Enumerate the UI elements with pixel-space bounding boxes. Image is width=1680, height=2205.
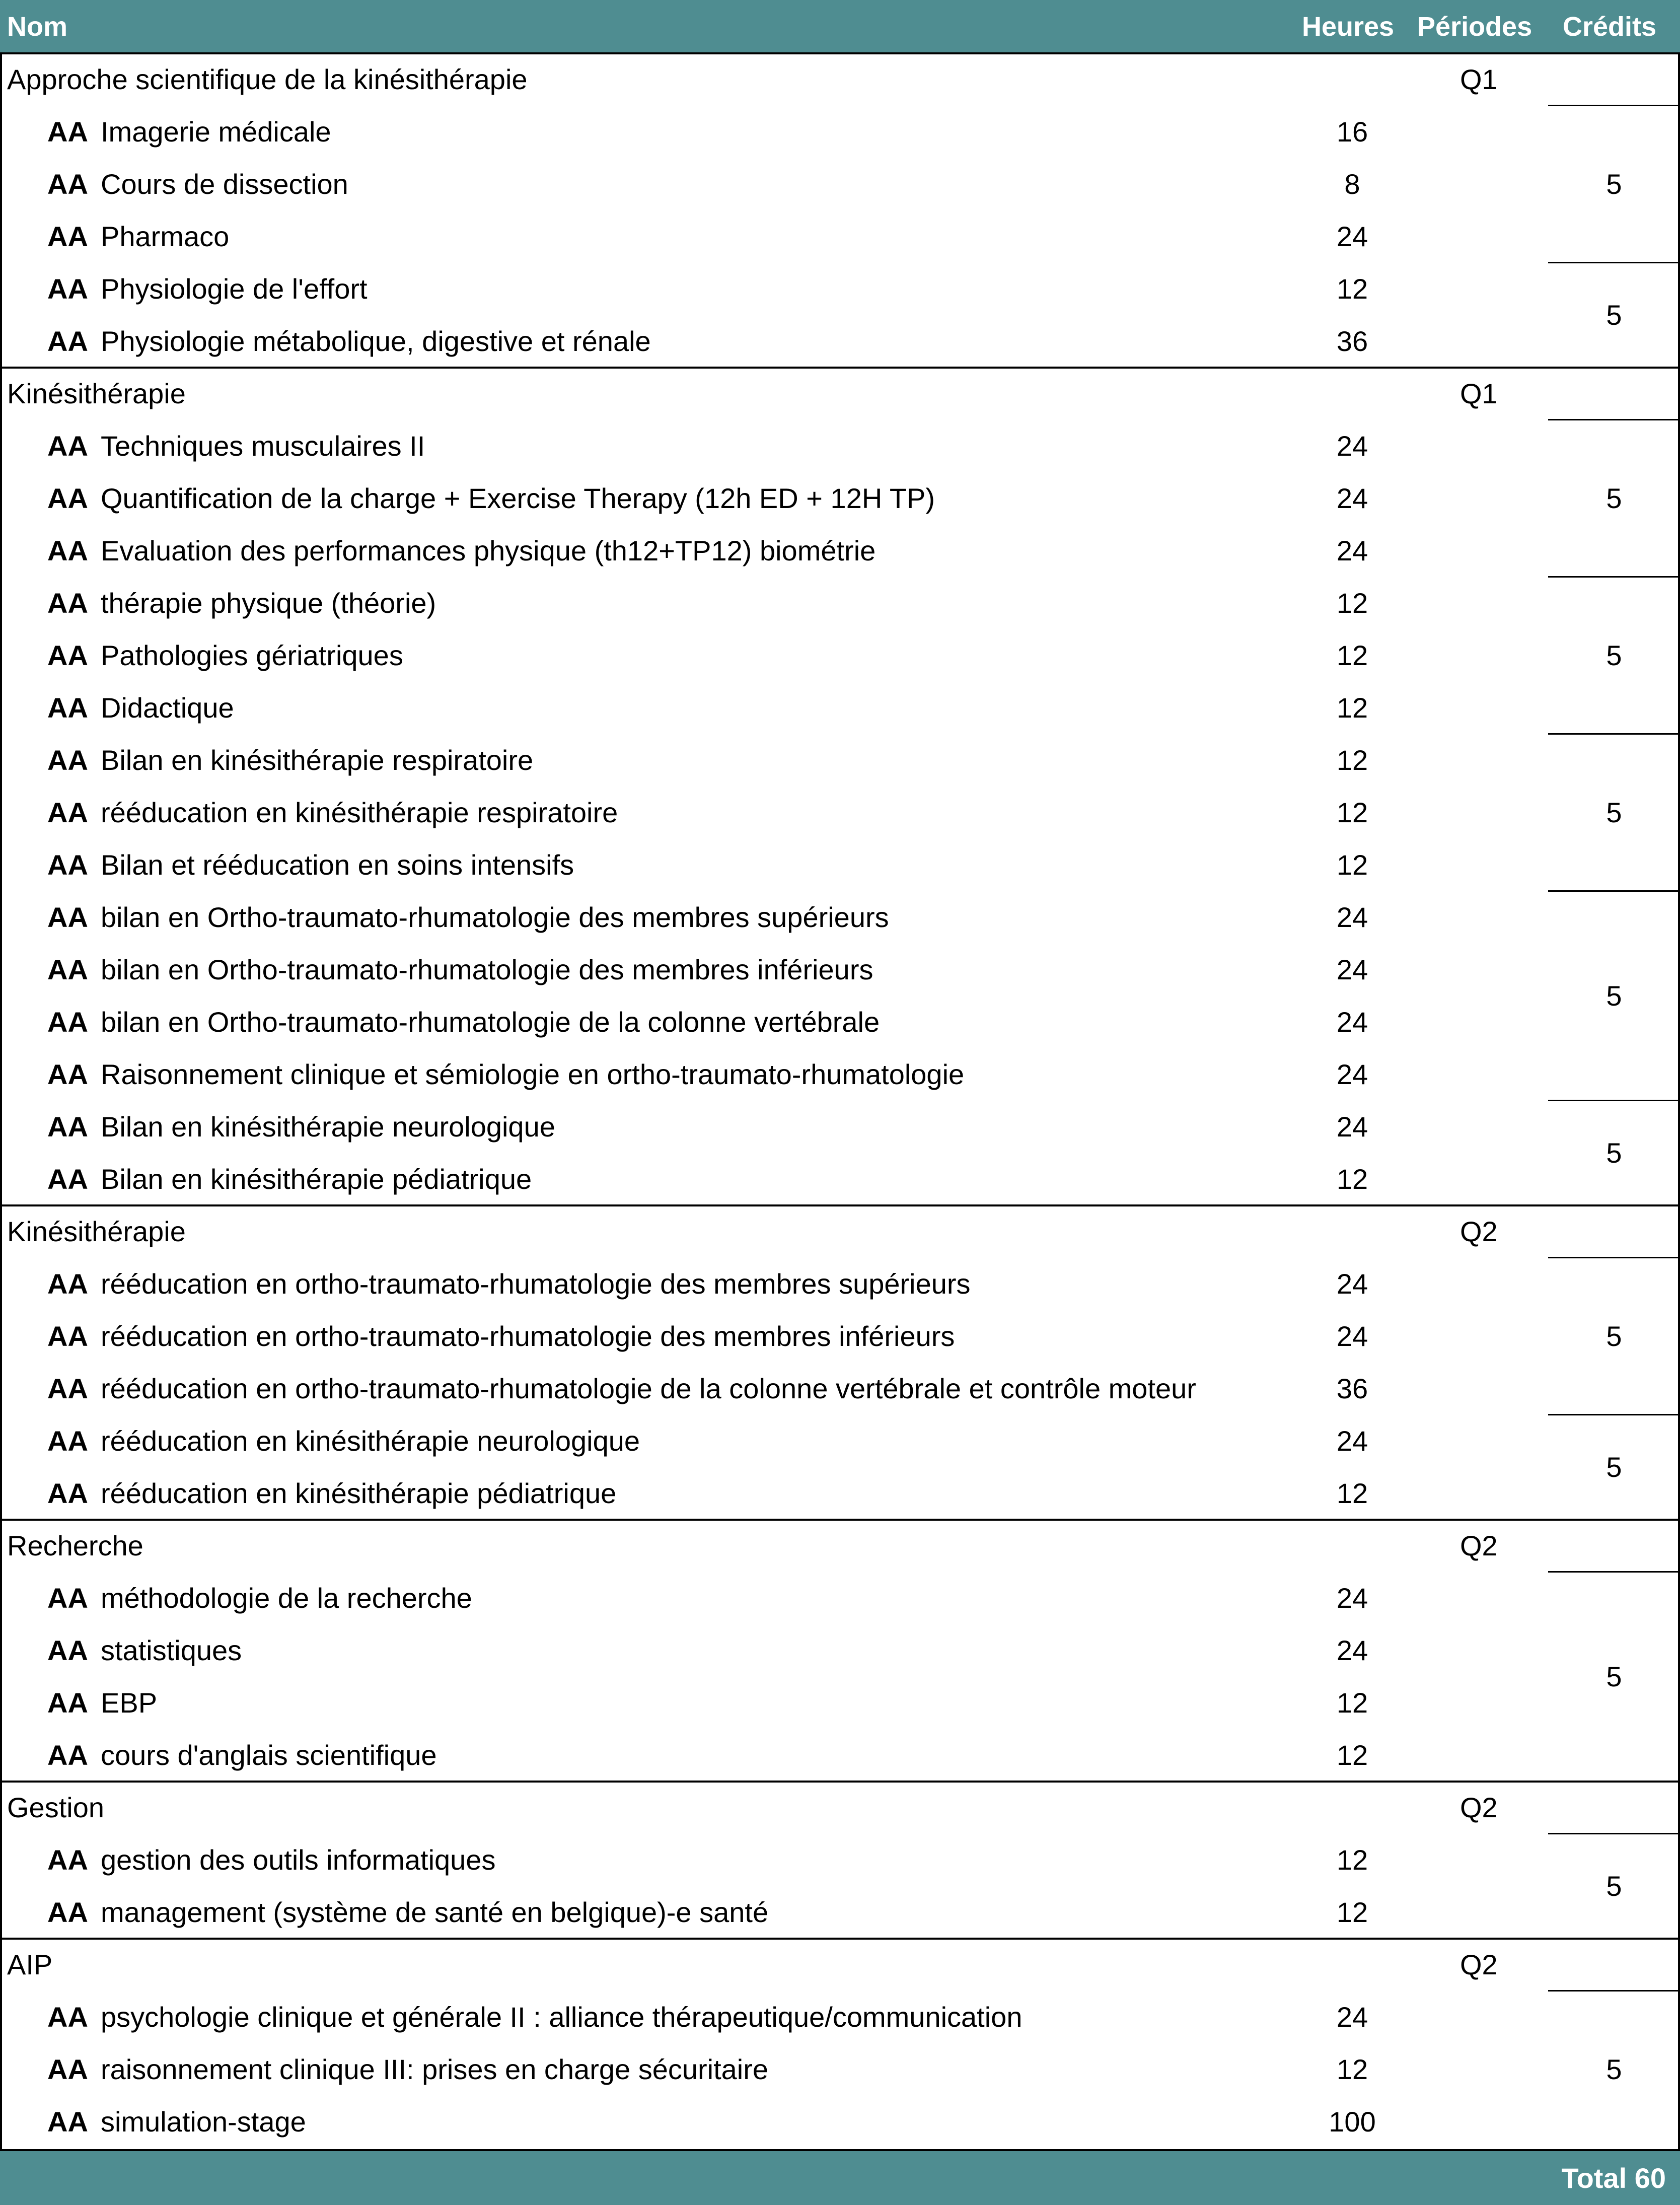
credit-value: 5 [1606, 482, 1622, 514]
course-hours: 24 [1336, 1111, 1368, 1143]
course-hours: 24 [1336, 1058, 1368, 1090]
course-hours: 12 [1336, 1739, 1368, 1771]
course-name: Bilan et rééducation en soins intensifs [101, 849, 574, 881]
course-type-label: AA [47, 168, 88, 200]
credit-block-line [1548, 262, 1680, 263]
group-row [0, 53, 1680, 106]
group-name: AIP [7, 1949, 53, 1980]
course-name: gestion des outils informatiques [101, 1844, 496, 1876]
course-row [0, 1363, 1680, 1415]
course-type-label: AA [47, 221, 88, 252]
course-hours: 12 [1336, 1896, 1368, 1928]
credit-value: 5 [1606, 2053, 1622, 2085]
course-type-label: AA [47, 692, 88, 724]
credit-block-line [1548, 1833, 1680, 1834]
course-hours: 24 [1336, 2001, 1368, 2033]
course-row [0, 1048, 1680, 1101]
credit-value: 5 [1606, 639, 1622, 671]
course-row [0, 1677, 1680, 1729]
header-heures: Heures [1302, 12, 1395, 42]
course-name: bilan en Ortho-traumato-rhumatologie de la colonne vertébrale [101, 1006, 880, 1038]
course-name: bilan en Ortho-traumato-rhumatologie des membres inférieurs [101, 954, 873, 985]
group-row [0, 1520, 1680, 1572]
course-type-label: AA [47, 273, 88, 305]
course-type-label: AA [47, 744, 88, 776]
group-row [0, 1205, 1680, 1258]
credit-value: 5 [1606, 980, 1622, 1012]
course-type-label: AA [47, 325, 88, 357]
course-type-label: AA [47, 1687, 88, 1719]
group-period: Q2 [1460, 1530, 1498, 1561]
course-row [0, 944, 1680, 996]
course-hours: 24 [1336, 535, 1368, 566]
group-row [0, 368, 1680, 420]
course-hours: 12 [1336, 692, 1368, 724]
course-hours: 12 [1336, 1844, 1368, 1876]
credit-block-line [1548, 1571, 1680, 1573]
course-hours: 36 [1336, 325, 1368, 357]
course-name: Bilan en kinésithérapie neurologique [101, 1111, 555, 1143]
credit-value: 5 [1606, 1661, 1622, 1692]
group-period: Q2 [1460, 1792, 1498, 1823]
course-name: raisonnement clinique III: prises en charge sécuritaire [101, 2053, 769, 2085]
credit-block-line [1548, 1990, 1680, 1991]
course-row [0, 1991, 1680, 2043]
course-type-label: AA [47, 1634, 88, 1666]
course-row [0, 1310, 1680, 1363]
group-name: Approche scientifique de la kinésithérapie [7, 63, 528, 95]
course-row [0, 787, 1680, 839]
course-hours: 24 [1336, 1425, 1368, 1457]
header-periodes: Périodes [1417, 12, 1532, 42]
course-hours: 24 [1336, 221, 1368, 252]
group-name: Kinésithérapie [7, 1216, 186, 1247]
credit-block-line [1548, 733, 1680, 735]
course-type-label: AA [47, 2106, 88, 2138]
group-period: Q1 [1460, 63, 1498, 95]
course-row [0, 1415, 1680, 1467]
course-name: psychologie clinique et générale II : alliance thérapeutique/communication [101, 2001, 1022, 2033]
course-row [0, 996, 1680, 1048]
course-row [0, 106, 1680, 158]
course-type-label: AA [47, 1373, 88, 1404]
group-name: Gestion [7, 1792, 104, 1823]
course-row [0, 577, 1680, 629]
course-name: Physiologie de l'effort [101, 273, 368, 305]
course-row [0, 1467, 1680, 1520]
course-type-label: AA [47, 1582, 88, 1614]
course-hours: 24 [1336, 482, 1368, 514]
table-footer [0, 2151, 1680, 2205]
course-name: Evaluation des performances physique (th12+TP12) biométrie [101, 535, 876, 566]
course-name: Physiologie métabolique, digestive et rénale [101, 325, 651, 357]
course-hours: 12 [1336, 639, 1368, 671]
course-type-label: AA [47, 1111, 88, 1143]
course-name: méthodologie de la recherche [101, 1582, 472, 1614]
course-type-label: AA [47, 2001, 88, 2033]
course-row [0, 1834, 1680, 1886]
course-name: Bilan en kinésithérapie pédiatrique [101, 1163, 532, 1195]
course-name: rééducation en kinésithérapie neurologique [101, 1425, 640, 1457]
course-name: Didactique [101, 692, 234, 724]
course-row [0, 472, 1680, 525]
course-type-label: AA [47, 1739, 88, 1771]
course-row [0, 420, 1680, 472]
credit-block-line [1548, 890, 1680, 892]
course-name: cours d'anglais scientifique [101, 1739, 437, 1771]
course-name: management (système de santé en belgique)-e santé [101, 1896, 769, 1928]
course-name: rééducation en ortho-traumato-rhumatologie des membres supérieurs [101, 1268, 971, 1300]
course-type-label: AA [47, 1163, 88, 1195]
course-row [0, 1258, 1680, 1310]
course-hours: 12 [1336, 273, 1368, 305]
group-row [0, 1939, 1680, 1991]
course-type-label: AA [47, 954, 88, 985]
course-type-label: AA [47, 639, 88, 671]
course-name: Imagerie médicale [101, 116, 331, 148]
credit-block-line [1548, 1257, 1680, 1258]
course-hours: 12 [1336, 1687, 1368, 1719]
course-row [0, 1624, 1680, 1677]
course-type-label: AA [47, 2053, 88, 2085]
course-name: rééducation en ortho-traumato-rhumatologie des membres inférieurs [101, 1320, 955, 1352]
course-name: EBP [101, 1687, 158, 1719]
course-name: simulation-stage [101, 2106, 306, 2138]
course-hours: 24 [1336, 901, 1368, 933]
course-row [0, 1886, 1680, 1939]
course-hours: 12 [1336, 797, 1368, 828]
course-type-label: AA [47, 1268, 88, 1300]
course-type-label: AA [47, 1006, 88, 1038]
group-period: Q2 [1460, 1949, 1498, 1980]
course-hours: 8 [1344, 168, 1360, 200]
course-name: Pharmaco [101, 221, 230, 252]
course-row [0, 1153, 1680, 1205]
course-hours: 24 [1336, 1582, 1368, 1614]
course-hours: 12 [1336, 2053, 1368, 2085]
course-type-label: AA [47, 535, 88, 566]
course-row [0, 158, 1680, 210]
course-name: rééducation en kinésithérapie pédiatrique [101, 1477, 617, 1509]
credit-block-line [1548, 105, 1680, 106]
course-name: rééducation en kinésithérapie respiratoire [101, 797, 618, 828]
credit-block-line [1548, 1414, 1680, 1415]
course-hours: 36 [1336, 1373, 1368, 1404]
credit-value: 5 [1606, 1320, 1622, 1352]
course-row [0, 315, 1680, 368]
course-row [0, 210, 1680, 263]
course-row [0, 2096, 1680, 2148]
course-name: Bilan en kinésithérapie respiratoire [101, 744, 534, 776]
course-type-label: AA [47, 482, 88, 514]
course-hours: 24 [1336, 1268, 1368, 1300]
credit-value: 5 [1606, 797, 1622, 828]
course-row [0, 2043, 1680, 2096]
course-hours: 16 [1336, 116, 1368, 148]
course-hours: 24 [1336, 1320, 1368, 1352]
course-type-label: AA [47, 797, 88, 828]
header-credits: Crédits [1563, 12, 1657, 42]
group-period: Q1 [1460, 378, 1498, 409]
course-hours: 24 [1336, 1634, 1368, 1666]
course-hours: 24 [1336, 954, 1368, 985]
credit-value: 5 [1606, 168, 1622, 200]
course-type-label: AA [47, 901, 88, 933]
course-hours: 24 [1336, 430, 1368, 462]
course-row [0, 734, 1680, 787]
course-name: Raisonnement clinique et sémiologie en ortho-traumato-rhumatologie [101, 1058, 965, 1090]
credit-value: 5 [1606, 299, 1622, 331]
course-name: rééducation en ortho-traumato-rhumatologie de la colonne vertébrale et contrôle moteur [101, 1373, 1196, 1404]
course-type-label: AA [47, 430, 88, 462]
course-type-label: AA [47, 587, 88, 619]
course-hours: 12 [1336, 849, 1368, 881]
course-type-label: AA [47, 849, 88, 881]
credit-value: 5 [1606, 1870, 1622, 1902]
course-row [0, 891, 1680, 944]
credit-block-line [1548, 1100, 1680, 1101]
course-name: Quantification de la charge + Exercise Therapy (12h ED + 12H TP) [101, 482, 935, 514]
table-header [0, 0, 1680, 53]
course-row [0, 1572, 1680, 1624]
course-hours: 12 [1336, 744, 1368, 776]
credit-block-line [1548, 419, 1680, 420]
course-name: thérapie physique (théorie) [101, 587, 436, 619]
course-row [0, 1729, 1680, 1782]
course-hours: 12 [1336, 1477, 1368, 1509]
group-row [0, 1782, 1680, 1834]
course-hours: 100 [1329, 2106, 1376, 2138]
course-hours: 12 [1336, 587, 1368, 619]
group-name: Kinésithérapie [7, 378, 186, 409]
course-type-label: AA [47, 1425, 88, 1457]
course-type-label: AA [47, 1896, 88, 1928]
course-name: statistiques [101, 1634, 242, 1666]
course-type-label: AA [47, 1320, 88, 1352]
group-period: Q2 [1460, 1216, 1498, 1247]
header-nom: Nom [7, 12, 67, 42]
course-type-label: AA [47, 1844, 88, 1876]
credit-block-line [1548, 576, 1680, 578]
course-name: Cours de dissection [101, 168, 348, 200]
course-name: Pathologies gériatriques [101, 639, 403, 671]
course-name: bilan en Ortho-traumato-rhumatologie des membres supérieurs [101, 901, 889, 933]
group-name: Recherche [7, 1530, 143, 1561]
course-type-label: AA [47, 1058, 88, 1090]
course-hours: 12 [1336, 1163, 1368, 1195]
credit-value: 5 [1606, 1137, 1622, 1169]
course-type-label: AA [47, 116, 88, 148]
credit-value: 5 [1606, 1451, 1622, 1483]
course-row [0, 682, 1680, 734]
course-row [0, 263, 1680, 315]
course-hours: 24 [1336, 1006, 1368, 1038]
course-row [0, 839, 1680, 891]
course-row [0, 629, 1680, 682]
course-type-label: AA [47, 1477, 88, 1509]
course-row [0, 1101, 1680, 1153]
course-name: Techniques musculaires II [101, 430, 425, 462]
total-credits: Total 60 [1561, 2162, 1666, 2194]
course-row [0, 525, 1680, 577]
